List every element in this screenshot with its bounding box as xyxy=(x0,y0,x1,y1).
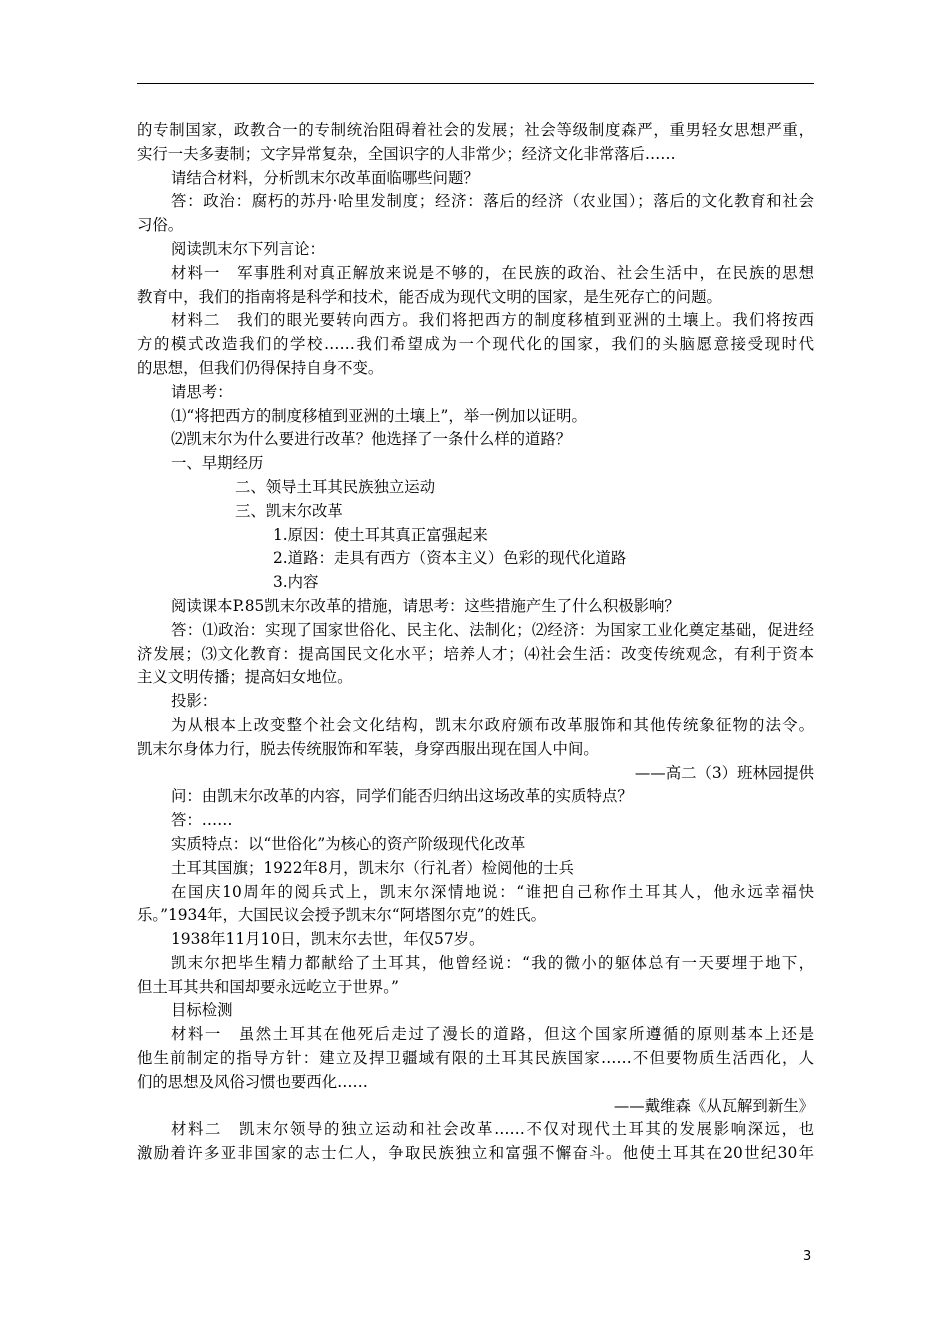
text-line: 方的模式改造我们的学校……我们希望成为一个现代化的国家，我们的头脑愿意接受现时代 xyxy=(137,335,814,354)
text-line: 答：政治：腐朽的苏丹·哈里发制度；经济：落后的经济（农业国）；落后的文化教育和社会 xyxy=(171,192,814,211)
text-line: 二、领导土耳其民族独立运动 xyxy=(235,477,436,496)
text-line: 凯末尔把毕生精力都献给了土耳其，他曾经说：“我的微小的躯体总有一天要埋于地下， xyxy=(171,953,814,972)
text-line: 答：…… xyxy=(171,811,233,830)
text-line: 请思考： xyxy=(171,382,233,401)
text-line: 但土耳其共和国却要永远屹立于世界。” xyxy=(137,977,399,996)
page-number: 3 xyxy=(803,1249,812,1264)
text-line: 答：⑴政治：实现了国家世俗化、民主化、法制化；⑵经济：为国家工业化奠定基础，促进经 xyxy=(171,620,814,639)
text-line: 材料一 虽然土耳其在他死后走过了漫长的道路，但这个国家所遵循的原则基本上还是 xyxy=(171,1025,814,1044)
text-line: 投影： xyxy=(171,692,218,711)
text-line: 材料二 凯末尔领导的独立运动和社会改革……不仅对现代土耳其的发展影响深远，也 xyxy=(171,1120,814,1139)
text-line: 3.内容 xyxy=(273,573,319,592)
text-line: 阅读凯末尔下列言论： xyxy=(171,239,325,258)
text-line: 们的思想及风俗习惯也要西化…… xyxy=(137,1072,368,1091)
text-line: ⑵凯末尔为什么要进行改革？他选择了一条什么样的道路？ xyxy=(171,430,572,449)
text-line: 实行一夫多妻制；文字异常复杂，全国识字的人非常少；经济文化非常落后…… xyxy=(137,144,676,163)
text-line: 三、凯末尔改革 xyxy=(235,501,343,520)
text-line: 济发展；⑶文化教育：提高国民文化水平；培养人才；⑷社会生活：改变传统观念，有利于资本 xyxy=(137,644,814,663)
text-line: 实质特点：以“世俗化”为核心的资产阶级现代化改革 xyxy=(171,834,526,853)
text-line: 乐。”1934年，大国民议会授予凯末尔“阿塔图尔克”的姓氏。 xyxy=(137,906,547,925)
header-rule xyxy=(137,83,814,84)
text-line: 激励着许多亚非国家的志士仁人，争取民族独立和富强不懈奋斗。他使土耳其在20世纪30年 xyxy=(137,1144,814,1163)
text-line: 阅读课本P.85凯末尔改革的措施，请思考：这些措施产生了什么积极影响？ xyxy=(171,596,680,615)
text-line: 请结合材料，分析凯末尔改革面临哪些问题？ xyxy=(171,168,479,187)
text-line: 为从根本上改变整个社会文化结构，凯末尔政府颁布改革服饰和其他传统象征物的法令。 xyxy=(171,715,814,734)
text-line: 材料二 我们的眼光要转向西方。我们将把西方的制度移植到亚洲的土壤上。我们将按西 xyxy=(171,311,814,330)
text-line: 的专制国家，政教合一的专制统治阻碍着社会的发展；社会等级制度森严，重男轻女思想严重， xyxy=(137,121,814,139)
text-line: 2.道路：走具有西方（资本主义）色彩的现代化道路 xyxy=(273,549,627,568)
text-line: 一、早期经历 xyxy=(171,454,264,473)
text-line: 他生前制定的指导方针：建立及捍卫疆域有限的土耳其民族国家……不但要物质生活西化，人 xyxy=(137,1049,814,1068)
text-line: 主义文明传播；提高妇女地位。 xyxy=(137,668,353,687)
text-line: 的思想，但我们仍得保持自身不变。 xyxy=(137,358,384,377)
text-line: 1.原因：使土耳其真正富强起来 xyxy=(273,525,488,544)
text-line: 目标检测 xyxy=(171,1001,233,1020)
text-line: 凯末尔身体力行，脱去传统服饰和军装，身穿西服出现在国人中间。 xyxy=(137,739,599,758)
text-line: 1938年11月10日，凯末尔去世，年仅57岁。 xyxy=(171,930,485,949)
document-body xyxy=(137,119,814,1166)
text-line: 在国庆10周年的阅兵式上，凯末尔深情地说：“谁把自己称作土耳其人，他永远幸福快 xyxy=(171,882,814,901)
text-line: 土耳其国旗；1922年8月，凯末尔（行礼者）检阅他的士兵 xyxy=(171,858,574,877)
attribution-line: ——高二（3）班林园提供 xyxy=(634,763,814,782)
text-line: 教育中，我们的指南将是科学和技术，能否成为现代文明的国家，是生死存亡的问题。 xyxy=(137,287,722,306)
text-line: 习俗。 xyxy=(137,216,184,235)
text-line: ⑴“将把西方的制度移植到亚洲的土壤上”，举一例加以证明。 xyxy=(171,406,587,425)
attribution-line: ——戴维森《从瓦解到新生》 xyxy=(613,1096,814,1115)
text-line: 材料一 军事胜利对真正解放来说是不够的，在民族的政治、社会生活中，在民族的思想 xyxy=(171,263,814,282)
text-line: 问：由凯末尔改革的内容，同学们能否归纳出这场改革的实质特点？ xyxy=(171,787,633,806)
